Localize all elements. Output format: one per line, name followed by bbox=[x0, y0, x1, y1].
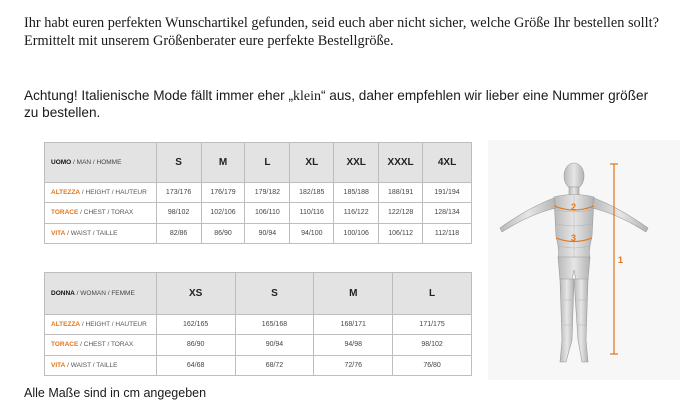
intro-line-1: Ihr habt euren perfekten Wunschartikel gefunden, seid euch aber nicht sicher, welche Größe Ihr bestellen sollt? bbox=[24, 15, 659, 31]
men-height-row bbox=[45, 183, 472, 203]
intro-line-2: Ermittelt mit unserem Größenberater eure perfekte Bestellgröße. bbox=[24, 33, 394, 49]
warning-text-start: Achtung! Italienische Mode fällt immer eher „ bbox=[24, 88, 293, 103]
body-measurement-figure bbox=[488, 140, 680, 380]
men-size-table bbox=[44, 142, 472, 244]
table-cell: 191/194 bbox=[423, 183, 472, 203]
table-cell: 112/118 bbox=[423, 223, 472, 243]
table-cell: 86/90 bbox=[156, 335, 235, 355]
women-header-row bbox=[45, 273, 472, 315]
italian-fashion-warning bbox=[24, 88, 664, 121]
men-size-header: 4XL bbox=[423, 143, 472, 183]
height-marker: 1 bbox=[618, 255, 624, 265]
men-size-header: XL bbox=[290, 143, 334, 183]
measurement-unit-note: Alle Maße sind in cm angegeben bbox=[24, 386, 207, 400]
men-waist-label: VITA / WAIST / TAILLE bbox=[45, 223, 157, 243]
men-waist-row bbox=[45, 223, 472, 243]
table-cell: 100/106 bbox=[334, 223, 379, 243]
women-size-header: XS bbox=[156, 273, 235, 315]
men-chest-label: TORACE / CHEST / TORAX bbox=[45, 203, 157, 223]
men-chest-row bbox=[45, 203, 472, 223]
men-table-label: UOMO / MAN / HOMME bbox=[45, 143, 157, 183]
warning-text-klein: klein bbox=[292, 89, 321, 104]
chest-marker: 2 bbox=[571, 202, 577, 212]
table-cell: 171/175 bbox=[393, 315, 472, 335]
table-cell: 90/94 bbox=[235, 335, 314, 355]
table-cell: 176/179 bbox=[201, 183, 245, 203]
table-cell: 82/86 bbox=[156, 223, 201, 243]
men-size-header: XXL bbox=[334, 143, 379, 183]
table-cell: 98/102 bbox=[393, 335, 472, 355]
men-size-header: M bbox=[201, 143, 245, 183]
table-cell: 90/94 bbox=[245, 223, 290, 243]
women-size-header: L bbox=[393, 273, 472, 315]
warning-text-end: “ aus, daher empfehlen wir lieber eine Nummer größer zu bestellen. bbox=[24, 88, 649, 120]
men-size-header: XXXL bbox=[379, 143, 423, 183]
table-cell: 68/72 bbox=[235, 355, 314, 375]
table-cell: 106/110 bbox=[245, 203, 290, 223]
intro-text bbox=[24, 14, 664, 50]
table-cell: 94/98 bbox=[314, 335, 393, 355]
table-cell: 122/128 bbox=[379, 203, 423, 223]
table-cell: 94/100 bbox=[290, 223, 334, 243]
mannequin-illustration bbox=[488, 140, 680, 380]
table-cell: 162/165 bbox=[156, 315, 235, 335]
table-cell: 185/188 bbox=[334, 183, 379, 203]
table-cell: 86/90 bbox=[201, 223, 245, 243]
table-cell: 188/191 bbox=[379, 183, 423, 203]
table-cell: 76/80 bbox=[393, 355, 472, 375]
table-cell: 165/168 bbox=[235, 315, 314, 335]
table-cell: 98/102 bbox=[156, 203, 201, 223]
women-waist-label: VITA / WAIST / TAILLE bbox=[45, 355, 157, 375]
women-height-label: ALTEZZA / HEIGHT / HAUTEUR bbox=[45, 315, 157, 335]
men-header-row bbox=[45, 143, 472, 183]
table-cell: 64/68 bbox=[156, 355, 235, 375]
height-measure-line bbox=[610, 164, 618, 354]
women-size-header: M bbox=[314, 273, 393, 315]
men-size-header: L bbox=[245, 143, 290, 183]
table-cell: 182/185 bbox=[290, 183, 334, 203]
women-waist-row bbox=[45, 355, 472, 375]
table-cell: 173/176 bbox=[156, 183, 201, 203]
waist-marker: 3 bbox=[571, 233, 577, 243]
women-height-row bbox=[45, 315, 472, 335]
table-cell: 102/106 bbox=[201, 203, 245, 223]
table-cell: 72/76 bbox=[314, 355, 393, 375]
table-cell: 110/116 bbox=[290, 203, 334, 223]
table-cell: 179/182 bbox=[245, 183, 290, 203]
table-cell: 116/122 bbox=[334, 203, 379, 223]
table-cell: 106/112 bbox=[379, 223, 423, 243]
men-height-label: ALTEZZA / HEIGHT / HAUTEUR bbox=[45, 183, 157, 203]
women-table-label: DONNA / WOMAN / FEMME bbox=[45, 273, 157, 315]
women-size-table bbox=[44, 272, 472, 376]
women-chest-row bbox=[45, 335, 472, 355]
women-chest-label: TORACE / CHEST / TORAX bbox=[45, 335, 157, 355]
table-cell: 168/171 bbox=[314, 315, 393, 335]
mannequin-body bbox=[500, 163, 648, 362]
men-size-header: S bbox=[156, 143, 201, 183]
table-cell: 128/134 bbox=[423, 203, 472, 223]
women-size-header: S bbox=[235, 273, 314, 315]
